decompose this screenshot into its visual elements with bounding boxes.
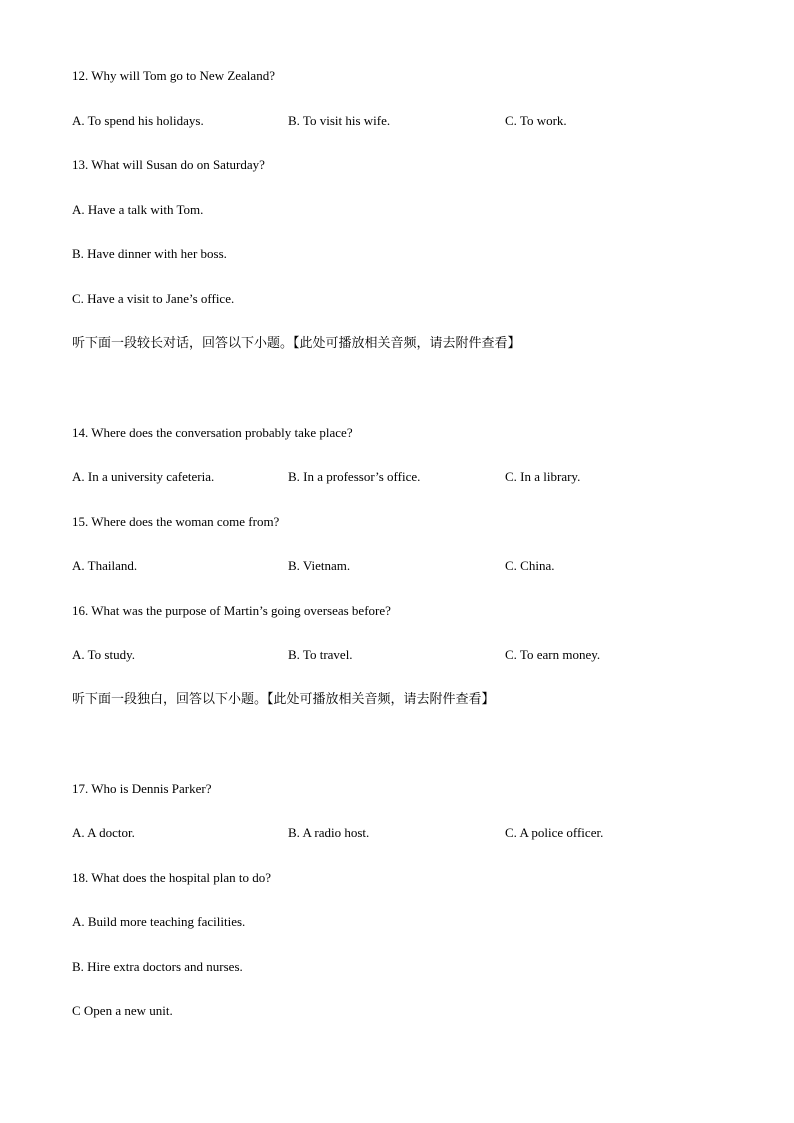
question-12-option-b[interactable]: B. To visit his wife. bbox=[288, 113, 391, 128]
question-18-option-a[interactable]: A. Build more teaching facilities. bbox=[72, 914, 246, 929]
question-17-option-b[interactable]: B. A radio host. bbox=[288, 825, 370, 840]
question-15-option-a[interactable]: A. Thailand. bbox=[72, 558, 138, 573]
question-16-option-c[interactable]: C. To earn money. bbox=[505, 647, 601, 662]
question-16-options bbox=[72, 645, 722, 665]
question-14-option-c[interactable]: C. In a library. bbox=[505, 469, 581, 484]
question-14-option-a[interactable]: A. In a university cafeteria. bbox=[72, 469, 215, 484]
question-14-options bbox=[72, 467, 722, 487]
question-12-option-c[interactable]: C. To work. bbox=[505, 113, 567, 128]
question-13-option-a[interactable]: A. Have a talk with Tom. bbox=[72, 202, 204, 217]
question-13-stem: 13. What will Susan do on Saturday? bbox=[72, 157, 265, 172]
question-12-options bbox=[72, 111, 722, 131]
question-17-option-c[interactable]: C. A police officer. bbox=[505, 825, 604, 840]
question-16-stem: 16. What was the purpose of Martin’s going overseas before? bbox=[72, 603, 391, 618]
question-16-option-b[interactable]: B. To travel. bbox=[288, 647, 353, 662]
question-15-options bbox=[72, 556, 722, 576]
question-17-stem: 17. Who is Dennis Parker? bbox=[72, 781, 212, 796]
section-instruction-dialogue: 听下面一段较长对话，回答以下小题。【此处可播放相关音频，请去附件查看】 bbox=[72, 336, 521, 351]
question-12-stem: 12. Why will Tom go to New Zealand? bbox=[72, 68, 275, 83]
question-14-stem: 14. Where does the conversation probably take place? bbox=[72, 425, 353, 440]
question-16-option-a[interactable]: A. To study. bbox=[72, 647, 136, 662]
question-18-option-b[interactable]: B. Hire extra doctors and nurses. bbox=[72, 959, 243, 974]
question-13-option-b[interactable]: B. Have dinner with her boss. bbox=[72, 246, 227, 261]
question-15-stem: 15. Where does the woman come from? bbox=[72, 514, 280, 529]
question-14-option-b[interactable]: B. In a professor’s office. bbox=[288, 469, 421, 484]
question-13-option-c[interactable]: C. Have a visit to Jane’s office. bbox=[72, 291, 235, 306]
question-18-stem: 18. What does the hospital plan to do? bbox=[72, 870, 272, 885]
question-17-options bbox=[72, 823, 722, 843]
question-17-option-a[interactable]: A. A doctor. bbox=[72, 825, 135, 840]
question-12-option-a[interactable]: A. To spend his holidays. bbox=[72, 113, 204, 128]
question-15-option-b[interactable]: B. Vietnam. bbox=[288, 558, 351, 573]
question-15-option-c[interactable]: C. China. bbox=[505, 558, 555, 573]
section-instruction-monologue: 听下面一段独白，回答以下小题。【此处可播放相关音频，请去附件查看】 bbox=[72, 692, 495, 707]
question-18-option-c[interactable]: C Open a new unit. bbox=[72, 1003, 173, 1018]
